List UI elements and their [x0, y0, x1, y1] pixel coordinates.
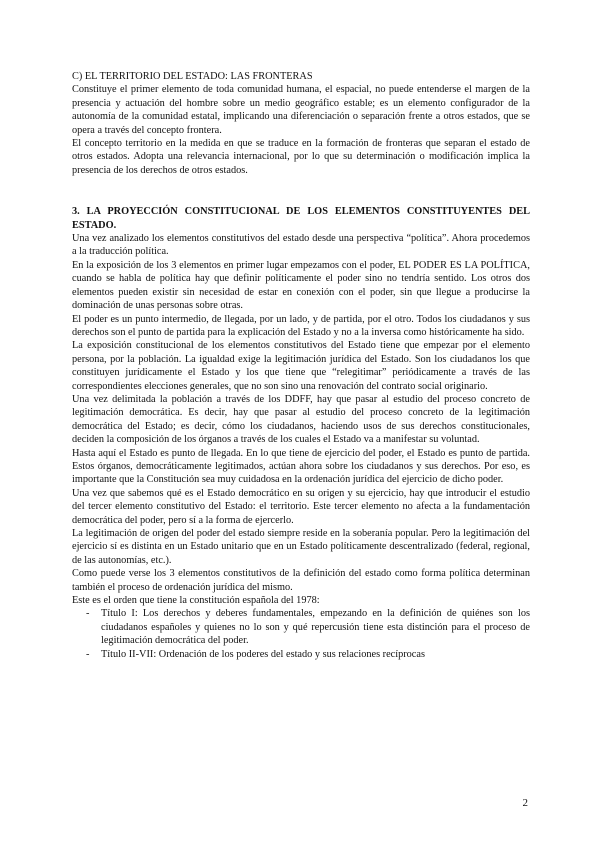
list-bullet: -: [86, 608, 90, 620]
section-3-paragraph: Una vez analizado los elementos constitutivos del estado desde una perspectiva “política”. Ahora procedemos a la traducción política.: [72, 233, 530, 258]
section-3-heading: 3. LA PROYECCIÓN CONSTITUCIONAL DE LOS ELEMENTOS CONSTITUYENTES DEL ESTADO.: [72, 206, 530, 231]
section-c-heading: C) EL TERRITORIO DEL ESTADO: LAS FRONTERAS: [72, 71, 313, 82]
page-number: 2: [522, 797, 528, 809]
section-3-paragraph: Este es el orden que tiene la constitución española del 1978:: [72, 595, 320, 607]
section-c-paragraph: El concepto territorio en la medida en que se traduce en la formación de fronteras que separan el estado de otros estados. Adopta una relevancia internacional, por lo que su determinación o modificación implica la presencia de los derechos de otros estados.: [72, 138, 530, 176]
title-list: [72, 607, 530, 661]
section-3-paragraph: La legitimación de origen del poder del estado siempre reside en la soberanía popular. Pero la legitimación del ejercicio sí es distinta en un Estado unitario que en un Estado políticamente descentralizado (federal, regional, de las autonomías, etc.).: [72, 528, 530, 566]
list-item-text: Título II-VII: Ordenación de los poderes del estado y sus relaciones recíprocas: [101, 648, 425, 660]
list-item-text: Título I: Los derechos y deberes fundamentales, empezando en la definición de quiénes son los ciudadanos españoles y quienes no lo son y qué repercusión tiene esta distinción para el proceso de legitimación democrática del poder.: [101, 608, 530, 647]
section-3-paragraph: En la exposición de los 3 elementos en primer lugar empezamos con el poder, EL PODER ES LA POLÍTICA, cuando se habla de política hay que definir políticamente el poder sino no tendría sentido. Los otros dos elementos pueden existir sin necesidad de estar en conexión con el poder, sin que llegue a producirse la dominación de unas personas sobre otras.: [72, 259, 530, 312]
document-page: [72, 70, 530, 661]
section-3-paragraph: Una vez que sabemos qué es el Estado democrático en su origen y su ejercicio, hay que introducir el estudio del tercer elemento constitutivo del Estado: el territorio. Este tercer elemento no afecta a la fundamentación democrática del poder, pero sí a la forma de ejercerlo.: [72, 487, 530, 526]
section-3-paragraph: Como puede verse los 3 elementos constitutivos de la definición del estado como forma política determinan también el proceso de ordenación jurídica del mismo.: [72, 568, 530, 593]
list-item: [72, 607, 530, 647]
section-3-paragraph: El poder es un punto intermedio, de llegada, por un lado, y de partida, por el otro. Todos los ciudadanos y sus derechos son el punto de partida para la explicación del Estado y no a la inversa como históricamente ha sido.: [72, 313, 530, 338]
section-c-paragraph: Constituye el primer elemento de toda comunidad humana, el espacial, no puede entenderse el margen de la presencia y actuación del hombre sobre un medio geográfico estable; es un elemento configurador de la autonomía de la comunidad estatal, implicando una diferenciación o separación frente a otros estados, que se opera a través del concepto frontera.: [72, 84, 530, 136]
section-3-paragraph: Hasta aquí el Estado es punto de llegada. En lo que tiene de ejercicio del poder, el Estado es punto de partida. Estos órganos, democráticamente legitimados, actúan ahora sobre los ciudadanos y sus derechos. Por eso, es importante que la Constitución sea muy cuidadosa en la ordenación jurídica del ejercicio de dicho poder.: [72, 447, 530, 486]
list-item: [72, 648, 530, 661]
section-3-paragraph: La exposición constitucional de los elementos constitutivos del Estado tiene que empezar por el elemento persona, por la población. La igualdad exige la legitimación jurídica del Estado. Son los ciudadanos los que constituyen jurídicamente el Estado y los que tiene que “relegitimar” periódicamente a través de las correspondientes elecciones generales, que no son sino una renovación del contrato social originario.: [72, 340, 530, 392]
list-bullet: -: [86, 648, 90, 660]
section-3-paragraph: Una vez delimitada la población a través de los DDFF, hay que pasar al estudio del proceso concreto de legitimación democrática. Es decir, hay que pasar al estudio del proceso concreto de la legitimación democrática del Estado; es decir, cómo los ciudadanos, haciendo usos de sus derechos constitucionales, deciden la composición de los órganos a través de los cuales el Estado va a manifestar su voluntad.: [72, 393, 530, 446]
